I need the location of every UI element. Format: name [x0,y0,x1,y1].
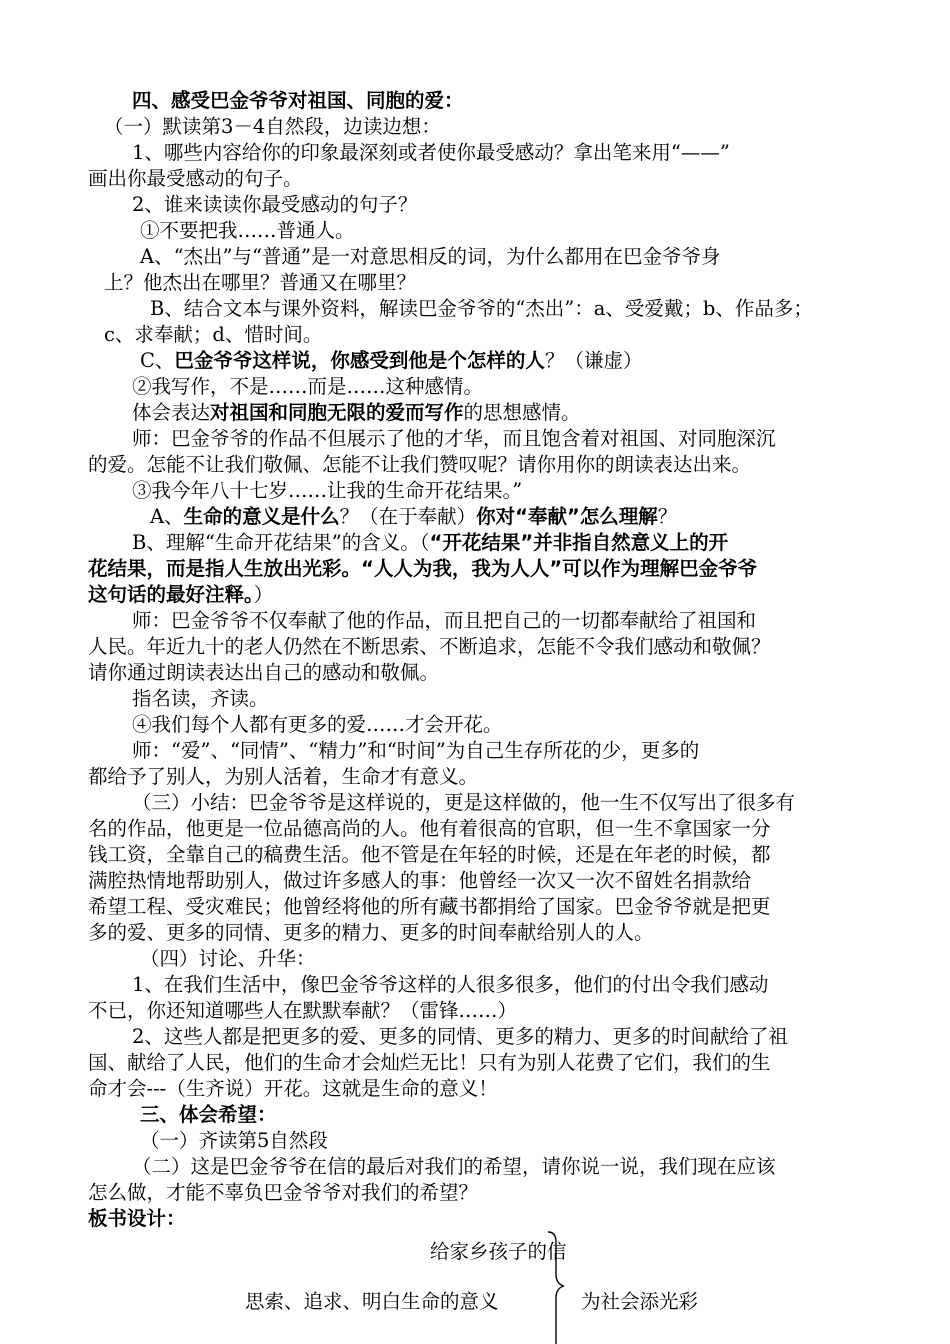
text-span: 1、哪些内容给你的印象最深刻或者使你最受感动？拿出笔来用“——” [132,141,730,164]
board-title: 给家乡孩子的信 [430,1240,567,1263]
text-line [88,894,863,920]
text-line [132,608,907,634]
text-line [132,530,907,556]
text-span: （二）这是巴金爷爷在信的最后对我们的希望，请你说一说，我们现在应该 [132,1155,776,1178]
right-brace [540,1230,570,1344]
text-line [88,764,863,790]
board-right-text: 为社会添光彩 [581,1290,699,1313]
text-line [88,1050,863,1076]
text-span: 上？他杰出在哪里？普通又在哪里？ [104,271,417,294]
text-line [140,946,915,972]
text-span: ？ [657,505,678,528]
text-span: A、 [150,505,184,528]
text-line [88,1076,863,1102]
text-span: ） [253,583,274,606]
bold-text: 生命的意义是什么 [183,505,340,528]
text-line [132,712,907,738]
text-line [88,556,863,582]
text-line [132,400,907,426]
text-line [104,322,879,348]
text-span: 1、在我们生活中，像巴金爷爷这样的人很多很多，他们的付出令我们感动 [132,973,769,996]
text-span: 2、这些人都是把更多的爱、更多的同情、更多的精力、更多的时间献给了祖 [132,1025,788,1048]
text-line [132,790,907,816]
text-line [132,686,907,712]
text-span: B、理解“生命开花结果”的含义。（ [132,531,430,554]
text-line [140,244,915,270]
text-span: ？（在于奉献） [339,505,477,528]
text-line [140,1102,915,1128]
text-span: 画出你最受感动的句子。 [88,167,303,190]
text-line [88,920,863,946]
text-line [132,1024,907,1050]
text-line [132,738,907,764]
bold-text: 你对“奉献”怎么理解 [476,505,658,528]
text-span: ②我写作，不是……而是……这种感情。 [132,375,484,398]
text-span: 的爱。怎能不让我们敬佩、怎能不让我们赞叹呢？请你用你的朗读表达出来。 [88,453,752,476]
text-span: ？（谦虚） [544,349,643,372]
text-span: ④我们每个人都有更多的爱……才会开花。 [132,713,503,736]
text-span: ①不要把我……普通人。 [140,219,355,242]
text-line [88,166,863,192]
text-line [104,270,879,296]
bold-text: “开花结果”并非指自然意义上的开 [429,531,729,554]
text-span: C、 [140,349,175,372]
bold-text: 这句话的最好注释。 [88,583,254,606]
text-line [88,868,863,894]
text-line [88,452,863,478]
bold-text: 板书设计： [88,1207,186,1230]
text-line [88,1206,863,1232]
text-line [88,816,863,842]
text-span: 不已，你还知道哪些人在默默奉献？（雷锋……） [88,999,518,1022]
text-span: A、“杰出”与“普通”是一对意思相反的词，为什么都用在巴金爷爷身 [140,245,721,268]
text-span: c、求奉献；d、惜时间。 [104,323,323,346]
text-span: B、结合文本与课外资料，解读巴金爷爷的“杰出”：a、受爱戴；b、作品多； [150,297,813,320]
text-line [150,504,925,530]
text-span: 师：巴金爷爷的作品不但展示了他的才华，而且饱含着对祖国、对同胞深沉 [132,427,776,450]
text-line [88,842,863,868]
text-span: （一）默读第3－4自然段，边读边想： [104,115,441,138]
text-span: 命才会---（生齐说）开花。这就是生命的意义！ [88,1077,498,1100]
text-span: 满腔热情地帮助别人，做过许多感人的事：他曾经一次又一次不留姓名捐款给 [88,869,752,892]
text-span: 体会表达 [132,401,211,424]
text-line [132,374,907,400]
text-span: 2、谁来读读你最受感动的句子？ [132,193,418,216]
text-span: 都给予了别人，为别人活着，生命才有意义。 [88,765,479,788]
text-span: 钱工资，全靠自己的稿费生活。他不管是在年轻的时候，还是在年老的时候，都 [88,843,771,866]
board-left-text: 思索、追求、明白生命的意义 [245,1290,499,1313]
text-span: 人民。年近九十的老人仍然在不断思索、不断追求，怎能不令我们感动和敬佩？ [88,635,771,658]
text-line [88,634,863,660]
text-line [140,218,915,244]
text-span: 名的作品，他更是一位品德高尚的人。他有着很高的官职，但一生不拿国家一分 [88,817,771,840]
text-span: 指名读，齐读。 [132,687,269,710]
text-line [132,192,907,218]
text-line [150,296,925,322]
text-span: 希望工程、受灾难民；他曾经将他的所有藏书都捐给了国家。巴金爷爷就是把更 [88,895,771,918]
text-line [132,88,907,114]
text-line [132,426,907,452]
bold-text: 对祖国和同胞无限的爱而写作 [210,401,464,424]
bold-text: 花结果，而是指人生放出光彩。“人人为我，我为人人”可以作为理解巴金爷爷 [88,557,758,580]
text-line [132,972,907,998]
text-line [88,582,863,608]
text-span: 的思想感情。 [463,401,581,424]
text-line [132,1154,907,1180]
text-line [104,114,879,140]
bold-text: 四、感受巴金爷爷对祖国、同胞的爱： [132,89,464,112]
text-line [132,478,907,504]
text-span: ③我今年八十七岁……让我的生命开花结果。” [132,479,523,502]
bold-text: 巴金爷爷这样说，你感受到他是个怎样的人 [174,349,545,372]
text-span: 请你通过朗读表达出自己的感动和敬佩。 [88,661,440,684]
text-span: 师：巴金爷爷不仅奉献了他的作品，而且把自己的一切都奉献给了祖国和 [132,609,757,632]
text-line [88,660,863,686]
text-line [132,140,907,166]
text-span: 怎么做，才能不辜负巴金爷爷对我们的希望？ [88,1181,479,1204]
text-span: 师：“爱”、“同情”、“精力”和“时间”为自己生存所花的少，更多的 [132,739,700,762]
text-span: 多的爱、更多的同情、更多的精力、更多的时间奉献给别人的人。 [88,921,654,944]
text-line [140,1128,915,1154]
text-line [140,348,915,374]
text-line [88,998,863,1024]
text-line [88,1180,863,1206]
text-span: （一）齐读第5自然段 [140,1129,328,1152]
text-span: （三）小结：巴金爷爷是这样说的，更是这样做的，他一生不仅写出了很多有 [132,791,796,814]
text-span: （四）讨论、升华： [140,947,316,970]
text-span: 国、献给了人民，他们的生命才会灿烂无比！只有为别人花费了它们，我们的生 [88,1051,771,1074]
bold-text: 三、体会希望： [140,1103,277,1126]
